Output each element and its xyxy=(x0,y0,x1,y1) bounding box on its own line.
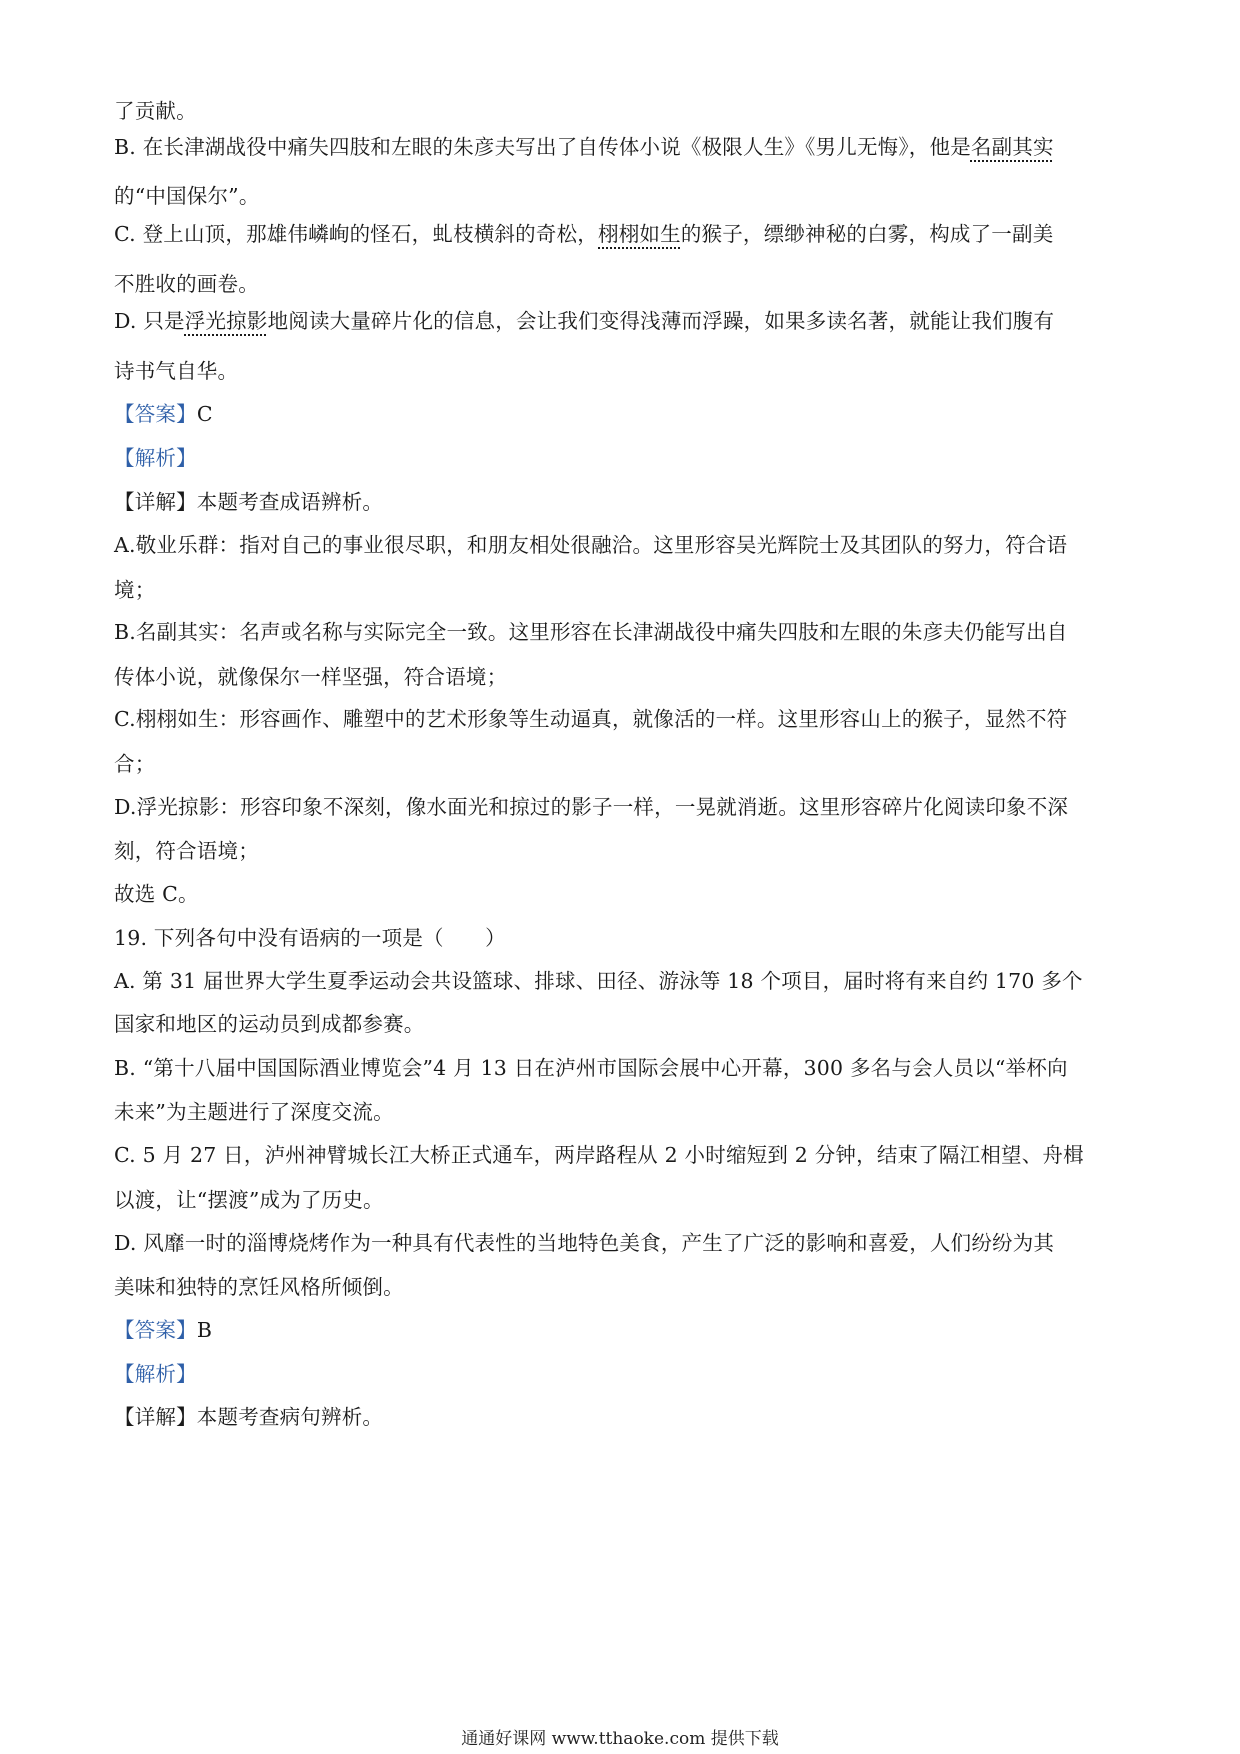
idiom-emphasis: 名副其实 xyxy=(970,135,1054,159)
text-line: 境； xyxy=(114,578,156,602)
text-line: 合； xyxy=(114,752,156,776)
text-line: 【详解】本题考查成语辨析。 xyxy=(114,490,384,514)
text-segment: B. 在长津湖战役中痛失四肢和左眼的朱彦夫写出了自传体小说《极限人生》《男儿无悔》，他是 xyxy=(114,135,971,159)
text-line: 不胜收的画卷。 xyxy=(114,272,259,296)
section-label-line xyxy=(114,397,213,427)
text-line: 国家和地区的运动员到成都参赛。 xyxy=(114,1012,425,1036)
text-line xyxy=(114,130,1054,160)
label-value: C xyxy=(196,402,213,426)
section-label-line xyxy=(114,1357,197,1387)
idiom-emphasis: 浮光掠影 xyxy=(184,309,268,333)
text-line: 【详解】本题考查病句辨析。 xyxy=(114,1405,384,1429)
text-segment: 的猴子，缥缈神秘的白雾，构成了一副美 xyxy=(680,222,1054,246)
text-line: 了贡献。 xyxy=(114,99,197,123)
text-segment: C. 登上山顶，那雄伟嶙峋的怪石，虬枝横斜的奇松， xyxy=(114,222,598,246)
section-label: 【答案】 xyxy=(114,1318,197,1342)
section-label: 【解析】 xyxy=(114,446,197,470)
text-line: A.敬业乐群：指对自己的事业很尽职，和朋友相处很融洽。这里形容吴光辉院士及其团队的努力，符合语 xyxy=(114,533,1068,557)
text-segment: D. 只是 xyxy=(114,309,185,333)
page-footer: 通通好课网 www.tthaoke.com 提供下载 xyxy=(461,1729,779,1749)
text-line: B. “第十八届中国国际酒业博览会”4 月 13 日在泸州市国际会展中心开幕，300 多名与会人员以“举杯向 xyxy=(114,1056,1068,1080)
text-line: D.浮光掠影：形容印象不深刻，像水面光和掠过的影子一样，一晃就消逝。这里形容碎片化阅读印象不深 xyxy=(114,795,1069,819)
section-label: 【答案】 xyxy=(114,402,197,426)
text-line xyxy=(114,217,1053,247)
text-line: 的“中国保尔”。 xyxy=(114,184,260,208)
text-line: 故选 C。 xyxy=(114,882,199,906)
text-line: D. 风靡一时的淄博烧烤作为一种具有代表性的当地特色美食，产生了广泛的影响和喜爱，人们纷纷为其 xyxy=(114,1231,1055,1255)
text-line: 19. 下列各句中没有语病的一项是（ ） xyxy=(114,926,506,950)
idiom-emphasis: 栩栩如生 xyxy=(598,222,681,246)
text-line: 以渡，让“摆渡”成为了历史。 xyxy=(114,1188,384,1212)
text-line xyxy=(114,304,1054,334)
section-label-line xyxy=(114,441,197,471)
text-line: 未来”为主题进行了深度交流。 xyxy=(114,1100,394,1124)
text-line: 刻，符合语境； xyxy=(114,839,259,863)
text-line: B.名副其实：名声或名称与实际完全一致。这里形容在长津湖战役中痛失四肢和左眼的朱彦夫仍能写出自 xyxy=(114,620,1068,644)
label-value: B xyxy=(196,1318,213,1342)
text-line: 传体小说，就像保尔一样坚强，符合语境； xyxy=(114,665,508,689)
section-label: 【解析】 xyxy=(114,1362,197,1386)
text-segment: 地阅读大量碎片化的信息，会让我们变得浅薄而浮躁，如果多读名著，就能让我们腹有 xyxy=(267,309,1055,333)
section-label-line xyxy=(114,1313,212,1343)
text-line: C.栩栩如生：形容画作、雕塑中的艺术形象等生动逼真，就像活的一样。这里形容山上的猴子，显然不符 xyxy=(114,707,1068,731)
text-line: C. 5 月 27 日，泸州神臂城长江大桥正式通车，两岸路程从 2 小时缩短到 2 分钟，结束了隔江相望、舟楫 xyxy=(114,1143,1084,1167)
text-line: 诗书气自华。 xyxy=(114,359,239,383)
text-line: 美味和独特的烹饪风格所倾倒。 xyxy=(114,1275,404,1299)
text-line: A. 第 31 届世界大学生夏季运动会共设篮球、排球、田径、游泳等 18 个项目，届时将有来自约 170 多个 xyxy=(114,969,1083,993)
